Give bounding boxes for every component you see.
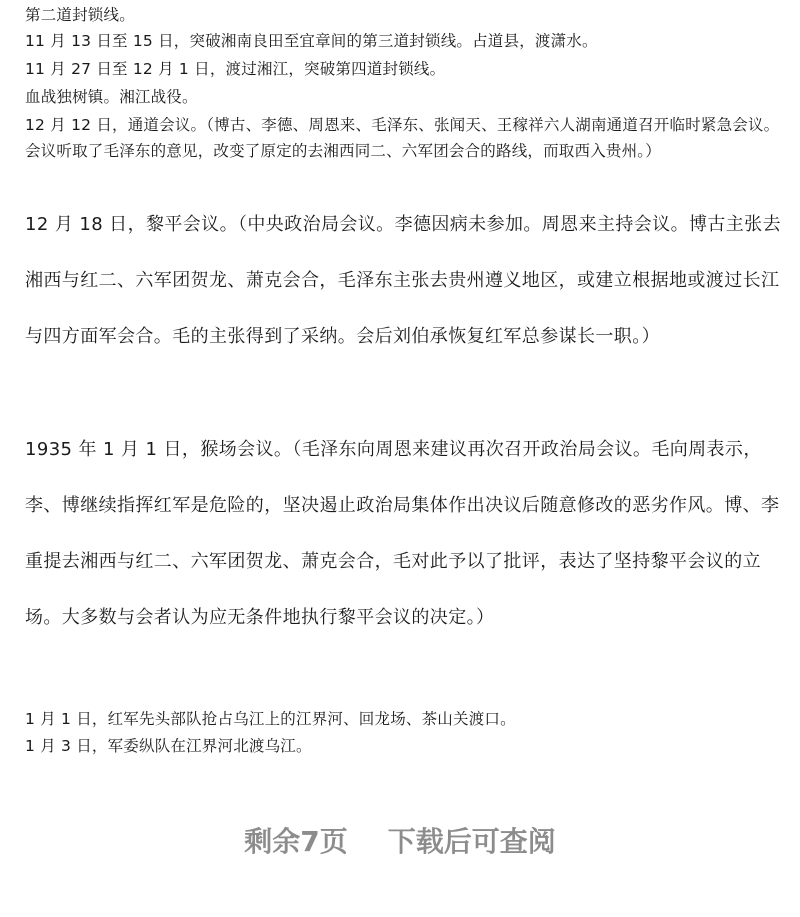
paragraph-liping-meeting: 12 月 18 日，黎平会议。（中央政治局会议。李德因病未参加。周恩来主持会议。博古主张去湘西与红二、六军团贺龙、萧克会合，毛泽东主张去贵州遵义地区，或建立根据地或渡过长江与四方面军会合。毛的主张得到了采纳。会后刘伯承恢复红军总参谋长一职。）	[25, 214, 781, 347]
text-line-jan3-crossing: 1 月 3 日，军委纵队在江界河北渡乌江。	[25, 737, 312, 755]
download-prompt[interactable]	[0, 800, 800, 880]
text-line-nov13: 11 月 13 日至 15 日，突破湘南良田至宜章间的第三道封锁线。占道县，渡潇水。	[25, 32, 598, 50]
paragraph-tongdao-meeting: 12 月 12 日，通道会议。（博古、李德、周恩来、毛泽东、张闻天、王稼祥六人湖南通道召开临时紧急会议。会议听取了毛泽东的意见，改变了原定的去湘西同二、六军团会合的路线，而取西入贵州。）	[25, 116, 780, 160]
text-line-nov27: 11 月 27 日至 12 月 1 日，渡过湘江，突破第四道封锁线。	[25, 60, 446, 78]
text-line-jan1-wujiang: 1 月 1 日，红军先头部队抢占乌江上的江界河、回龙场、茶山关渡口。	[25, 710, 516, 728]
remaining-pages-label: 剩余7页	[244, 825, 348, 858]
text-line-blockade-2: 第二道封锁线。	[25, 6, 135, 24]
text-line-xiangjiang: 血战独树镇。湘江战役。	[25, 88, 198, 106]
download-to-view-label: 下载后可查阅	[387, 825, 556, 858]
paragraph-houchang-meeting: 1935 年 1 月 1 日，猴场会议。（毛泽东向周恩来建议再次召开政治局会议。毛向周表示，李、博继续指挥红军是危险的，坚决遏止政治局集体作出决议后随意修改的恶劣作风。博、李重提去湘西与红二、六军团贺龙、萧克会合，毛对此予以了批评，表达了坚持黎平会议的立场。大多数与会者认为应无条件地执行黎平会议的决定。）	[25, 439, 780, 628]
